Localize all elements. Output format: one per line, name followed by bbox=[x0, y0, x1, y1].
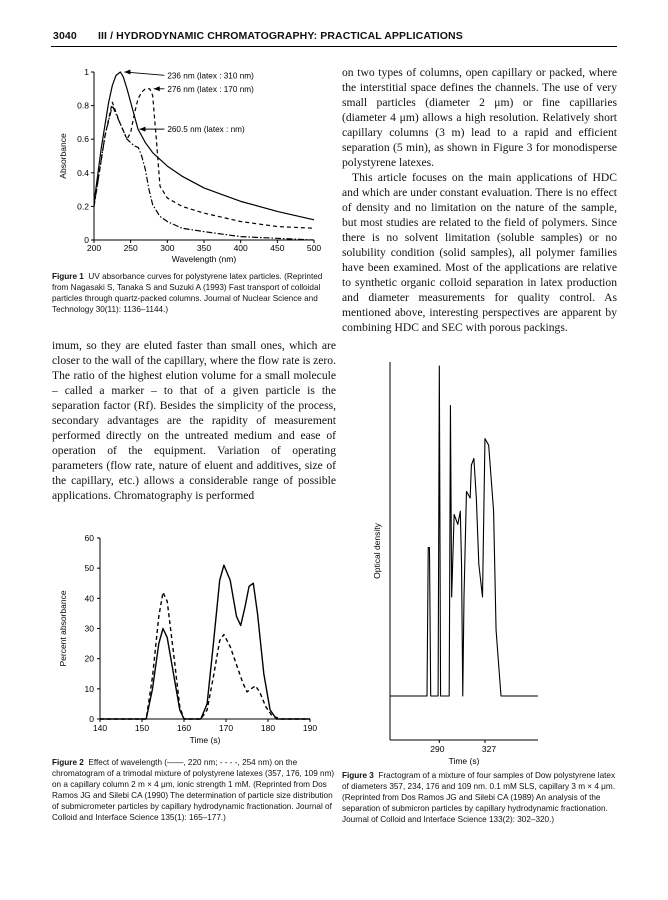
x-tick-label: 350 bbox=[196, 243, 212, 253]
y-axis-title: Percent absorbance bbox=[58, 590, 68, 667]
y-tick-label: 0.6 bbox=[77, 134, 89, 145]
y-tick-label: 0 bbox=[84, 235, 89, 245]
annotation-arrowhead bbox=[124, 70, 130, 75]
x-tick-label: 450 bbox=[270, 243, 285, 253]
header-rule bbox=[51, 46, 617, 47]
figure1-label: Figure 1 bbox=[52, 272, 84, 281]
figure3-caption-text: Fractogram of a mixture of four samples of Dow polystyrene latex of diameters 357, 234, 176 and 109 nm. 0.1 mM SLS, capillary 3 m × 4 μm. (Reprinted from Dos Ramos JG and Silebi CA (1989) An analysis of the separation of submicron particles by capillary hydrodynamic fractionation. Journal of Colloid and Interface Science 133(2): 302–320.) bbox=[342, 771, 616, 824]
x-tick-label: 180 bbox=[260, 723, 276, 733]
x-axis-title: Wavelength (nm) bbox=[171, 254, 237, 264]
y-tick-label: 40 bbox=[84, 593, 94, 604]
right-paragraph-1: on two types of columns, open capillary or packed, where the interstitial space defines the channels. The use of very small particles (diameter 2 μm) or fine capillaries (diameter 4 μm) allows a high resolution. Relatively short capillary columns (3 m) lead to a rapid and efficient separation (5 min), as shown in Figure 3 for monodisperse polystyrene latexes. bbox=[342, 66, 617, 169]
running-title: III / HYDRODYNAMIC CHROMATOGRAPHY: PRACTICAL APPLICATIONS bbox=[98, 30, 463, 42]
x-tick-label: 150 bbox=[134, 723, 150, 733]
figure1-series bbox=[94, 72, 314, 240]
figure1-axes bbox=[58, 67, 321, 264]
x-tick-label: 327 bbox=[481, 744, 497, 754]
figure1-caption bbox=[52, 271, 335, 315]
annotation-label: 276 nm (latex : 170 nm) bbox=[167, 84, 254, 94]
y-tick-label: 0.8 bbox=[77, 100, 89, 111]
annotation-arrowhead bbox=[139, 127, 145, 132]
figure2-label: Figure 2 bbox=[52, 758, 84, 767]
figure3-caption bbox=[342, 770, 617, 825]
x-tick-label: 290 bbox=[430, 744, 445, 754]
y-tick-label: 30 bbox=[84, 623, 94, 634]
series-line bbox=[94, 72, 314, 220]
x-tick-label: 250 bbox=[123, 243, 138, 253]
page-number: 3040 bbox=[53, 30, 77, 42]
figure1-annotations bbox=[124, 70, 254, 135]
figure3-label: Figure 3 bbox=[342, 771, 374, 780]
y-tick-label: 60 bbox=[84, 533, 94, 543]
x-tick-label: 200 bbox=[86, 243, 102, 253]
series-line bbox=[100, 592, 310, 719]
annotation-label: 236 nm (latex : 310 nm) bbox=[167, 71, 254, 81]
x-tick-label: 400 bbox=[233, 243, 248, 253]
annotation-arrowhead bbox=[154, 86, 160, 91]
x-axis-title: Time (s) bbox=[448, 756, 480, 766]
y-tick-label: 50 bbox=[84, 563, 94, 574]
y-axis-title: Absorbance bbox=[58, 133, 68, 179]
y-axis-title: Optical density bbox=[372, 523, 382, 579]
y-tick-label: 0.4 bbox=[77, 167, 89, 178]
x-axis-title: Time (s) bbox=[189, 735, 221, 745]
figure3-series bbox=[390, 366, 538, 696]
y-tick-label: 20 bbox=[84, 653, 94, 664]
left-paragraph: imum, so they are eluted faster than small ones, which are closer to the wall of the capillary, where the flow rate is zero. The ratio of the highest elution volume for a small molecule – called a marker – to that of a given particle is the separation factor (Rf). Besides the simplicity of the process, secondary advantages are the rapidity of measurement performed directly on the untreated medium and ease of operation of the equipment. Variation of operating parameters (flow rate, nature of eluent and additives, size of the capillary, etc.) allows a considerable range of possible applications. Chromatography is performed bbox=[52, 339, 336, 502]
figure2-caption bbox=[52, 757, 335, 823]
x-tick-label: 140 bbox=[92, 723, 108, 733]
series-line bbox=[94, 89, 314, 228]
x-tick-label: 170 bbox=[218, 723, 234, 733]
figure3-chart bbox=[368, 360, 548, 768]
x-tick-label: 190 bbox=[302, 723, 318, 733]
right-column-text bbox=[342, 65, 617, 335]
figure2-chart bbox=[52, 528, 334, 756]
x-tick-label: 500 bbox=[306, 243, 322, 253]
left-column-text bbox=[52, 338, 336, 503]
figure1-caption-text: UV absorbance curves for polystyrene latex particles. (Reprinted from Nagasaki S, Tanaka S and Suzuki A (1993) Fast transport of colloidal particles through quartz-packed columns. Journal of Nuclear Science and Technology 30(11): 1136–1144.) bbox=[52, 272, 323, 314]
y-tick-label: 0.2 bbox=[77, 201, 89, 212]
y-tick-label: 1 bbox=[84, 67, 89, 77]
y-tick-label: 10 bbox=[84, 683, 94, 694]
figure2-caption-text: Effect of wavelength (——, 220 nm; - - - -, 254 nm) on the chromatogram of a trimodal mixture of polystyrene latexes (357, 176, 109 nm) on a capillary column 2 m × 4 μm, ionic strength 1 mM. (Reprinted from Dos Ramos JG and Silebi CA (1990) The determination of particle size distribution of submicrometer particles by capillary hydrodynamic fractionation. Journal of Colloid and Interface Science 135(1): 165–177.) bbox=[52, 758, 335, 822]
series-line bbox=[100, 565, 310, 719]
x-tick-label: 300 bbox=[160, 243, 175, 253]
figure2-series bbox=[100, 565, 310, 719]
series-line bbox=[390, 366, 538, 696]
figure3-axes bbox=[372, 362, 538, 766]
right-paragraph-2: This article focuses on the main applications of HDC and which are under constant evaluation. There is no effect of density and no limitation on the nature of the sample, but most studies are related to the field of polymers. Since there is no solvent limitation (soluble samples) or no solubility condition (solid samples), all polymer families have been examined. Most of the applications are relative to synthetic organic colloid separation in latex production and diameter measurements for quality control. As mentioned above, interesting perspectives are apparent by combining HDC and SEC with porous packings. bbox=[342, 171, 617, 334]
annotation-label: 260.5 nm (latex : nm) bbox=[167, 125, 245, 135]
y-tick-label: 0 bbox=[89, 714, 94, 724]
figure2-axes bbox=[58, 533, 317, 745]
x-tick-label: 160 bbox=[176, 723, 192, 733]
figure1-chart bbox=[52, 62, 334, 268]
